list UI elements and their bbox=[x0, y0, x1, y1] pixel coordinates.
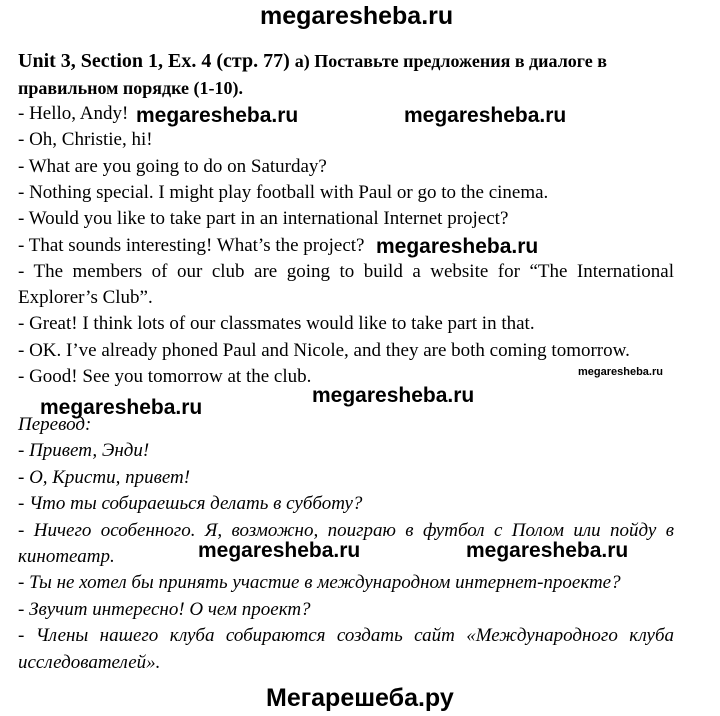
exercise-title bbox=[18, 50, 674, 72]
dialogue-line-8: - Great! I think lots of our classmates would like to take part in that. bbox=[18, 313, 535, 334]
translation-line-7-cont: исследователей». bbox=[18, 652, 161, 673]
exercise-heading: Unit 3, Section 1, Ex. 4 (стр. 77) bbox=[18, 50, 290, 72]
watermark: megaresheba.ru bbox=[578, 366, 663, 378]
translation-line-3: - Что ты собираешься делать в субботу? bbox=[18, 493, 363, 514]
translation-line-7: - Члены нашего клуба собираются создать сайт «Международного клуба bbox=[18, 625, 674, 646]
dialogue-line-7: - The members of our club are going to build a website for “The International bbox=[18, 261, 674, 282]
translation-line-6: - Звучит интересно! О чем проект? bbox=[18, 599, 311, 620]
dialogue-line-10: - Good! See you tomorrow at the club. bbox=[18, 366, 312, 387]
translation-line-5: - Ты не хотел бы принять участие в международном интернет-проекте? bbox=[18, 572, 621, 593]
translation-line-4-cont: кинотеатр. bbox=[18, 546, 115, 567]
translation-line-2: - О, Кристи, привет! bbox=[18, 467, 191, 488]
exercise-instruction: а) Поставьте предложения в диалоге в bbox=[294, 51, 607, 71]
watermark: megaresheba.ru bbox=[40, 396, 203, 419]
translation-line-1: - Привет, Энди! bbox=[18, 440, 150, 461]
dialogue-line-4: - Nothing special. I might play football with Paul or go to the cinema. bbox=[18, 182, 549, 203]
dialogue-line-2: - Oh, Christie, hi! bbox=[18, 129, 153, 150]
watermark: megaresheba.ru bbox=[198, 539, 361, 562]
dialogue-line-7-cont: Explorer’s Club”. bbox=[18, 287, 153, 308]
dialogue-line-1: - Hello, Andy! bbox=[18, 103, 129, 124]
watermark: megaresheba.ru bbox=[312, 384, 475, 407]
dialogue-line-5: - Would you like to take part in an international Internet project? bbox=[18, 208, 509, 229]
dialogue-line-3: - What are you going to do on Saturday? bbox=[18, 156, 327, 177]
watermark-bottom: Мегарешеба.ру bbox=[266, 684, 454, 712]
exercise-instruction-cont: правильном порядке (1-10). bbox=[18, 78, 243, 98]
translation-line-4: - Ничего особенного. Я, возможно, поиграю в футбол с Полом или пойду в bbox=[18, 520, 674, 541]
watermark-top: megaresheba.ru bbox=[260, 2, 454, 30]
watermark: megaresheba.ru bbox=[466, 539, 629, 562]
watermark: megaresheba.ru bbox=[404, 104, 567, 127]
watermark: megaresheba.ru bbox=[136, 104, 299, 127]
translation-heading: Перевод: bbox=[18, 414, 92, 435]
dialogue-line-6: - That sounds interesting! What’s the project? bbox=[18, 235, 365, 256]
dialogue-line-9: - OK. I’ve already phoned Paul and Nicole, and they are both coming tomorrow. bbox=[18, 340, 630, 361]
watermark: megaresheba.ru bbox=[376, 235, 539, 258]
